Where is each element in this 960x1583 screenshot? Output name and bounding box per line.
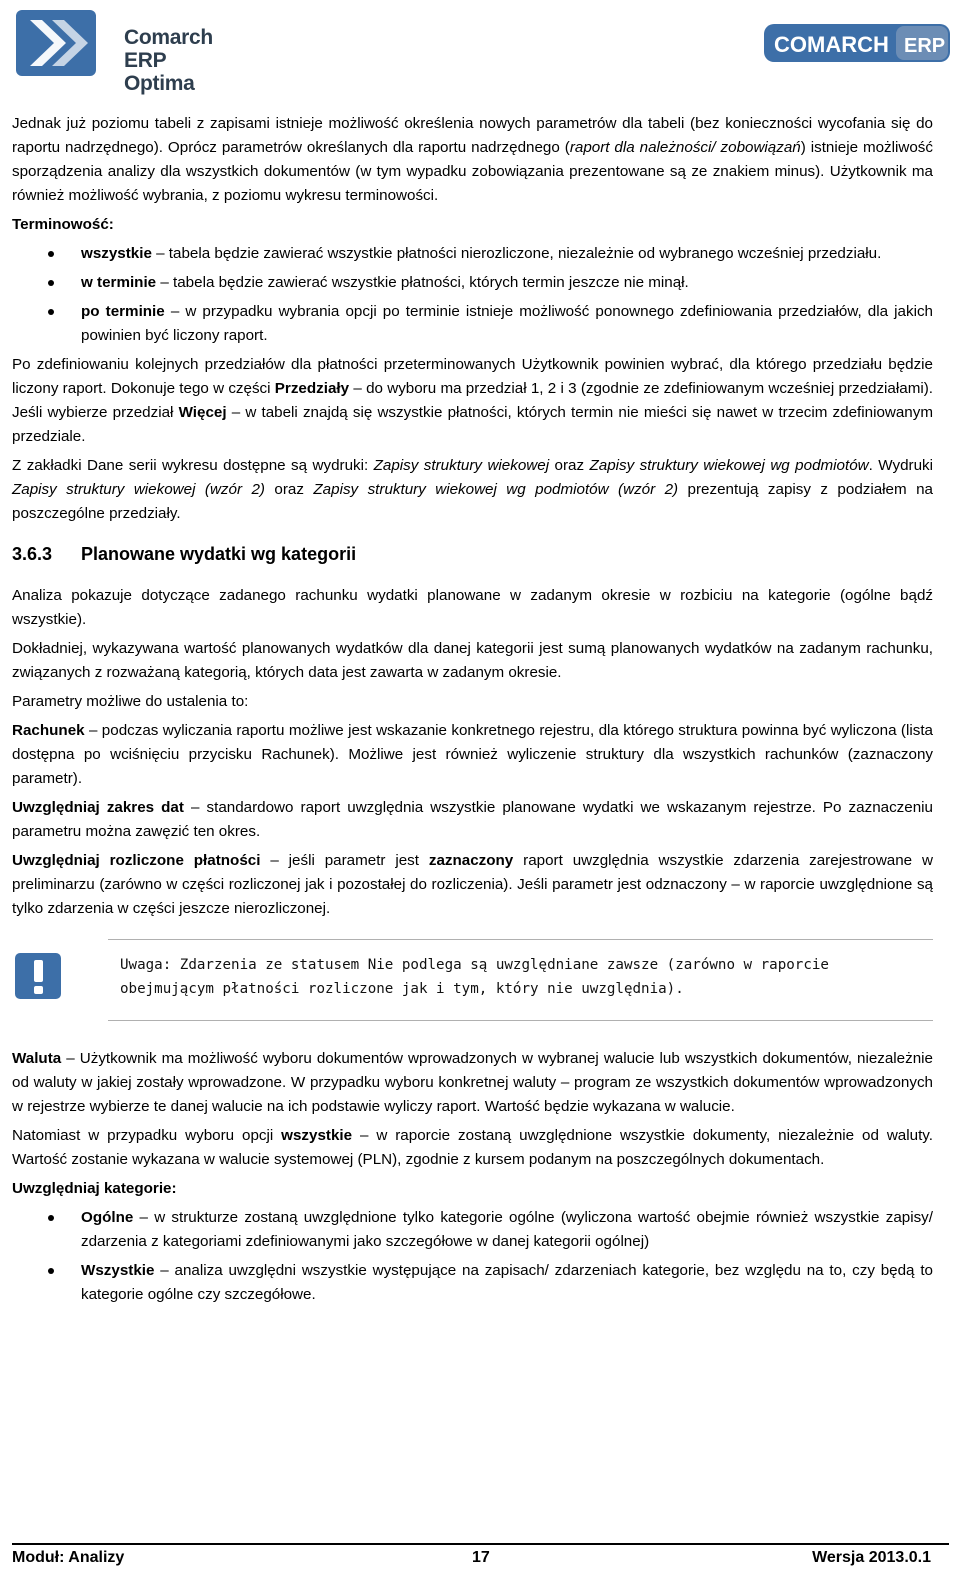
item-text: – w przypadku wybrania opcji po terminie istnieje możliwość ponownego zdefiniowania przedziałów, dla jakich powinien być liczony raport.: [81, 303, 933, 344]
text: – w tabeli znajdą się wszystkie płatności, których termin nie mieści się nawet w trzecim zdefiniowanym przedziale.: [12, 404, 934, 445]
terminowosc-label: Terminowość:: [12, 216, 114, 233]
text: – podczas wyliczania raportu możliwe jest wskazanie konkretnego rejestru, dla którego struktura powinna być wyliczona (lista dostępna po wciśnięciu przycisku Rachunek). Możliwe jest również wyliczenie struktury dla wszystkich rachunków (zaznaczony parametr).: [12, 722, 933, 787]
text-bold: Więcej: [178, 404, 227, 421]
paragraph-rozliczone: [12, 849, 933, 921]
bullet-icon: [48, 1215, 54, 1221]
bullet-icon: [48, 1268, 54, 1274]
kategorie-label: Uwzględniaj kategorie:: [12, 1180, 177, 1197]
item-text: – tabela będzie zawierać wszystkie płatności, których termin jeszcze nie minął.: [156, 274, 689, 291]
bullet-icon: [48, 309, 54, 315]
text-italic: Zapisy struktury wiekowej (wzór 2): [12, 481, 265, 498]
text: Po zdefiniowaniu kolejnych przedziałów dla płatności przeterminowanych Użytkownik powinien wybrać, dla którego przedziału będzie liczony raport. Dokonuje tego w części: [12, 356, 933, 397]
item-term: Wszystkie: [81, 1262, 155, 1279]
paragraph-przedzialy: [12, 353, 933, 449]
text: Natomiast w przypadku wyboru opcji: [12, 1127, 282, 1144]
text: Z zakładki Dane serii wykresu dostępne są wydruki:: [12, 457, 374, 474]
note-text: Uwaga: Zdarzenia ze statusem Nie podlega są uwzględniane zawsze (zarówno w raporcie obejmującym płatności rozliczone jak i tym, który nie uwzględnia).: [120, 957, 829, 997]
text-bold: Rachunek: [12, 722, 85, 739]
exclamation-icon: [14, 952, 62, 1000]
bullet-icon: [48, 251, 54, 257]
text: prezentują zapisy z podziałem na poszczególne przedziały.: [12, 481, 933, 522]
brand-line1: Comarch ERP: [124, 26, 213, 72]
paragraph-wydruki: [12, 454, 933, 526]
text-italic: raport dla należności/ zobowiązań: [569, 139, 801, 156]
optima-logo-icon: [14, 8, 104, 78]
section-title: Planowane wydatki wg kategorii: [81, 544, 357, 564]
text: – do wyboru ma przedział 1, 2 i 3 (zgodnie ze zdefiniowanym wcześniej przedziałami). Jeśli wybierze przedział: [12, 380, 933, 421]
paragraph-analiza: Analiza pokazuje dotyczące zadanego rachunku wydatki planowane w zadanym okresie w rozbiciu na kategorie (ogólne bądź wszystkie).: [12, 587, 933, 628]
item-term: Ogólne: [81, 1209, 134, 1226]
brand-text: [124, 26, 254, 95]
text: ) istnieje możliwość sporządzenia analizy dla wszystkich dokumentów (w tym wypadku zobowiązania prezentowane są ze znakiem minus). Użytkownik ma również możliwość wybrania, z poziomu wykresu terminowości.: [12, 139, 933, 204]
section-heading: [12, 542, 933, 566]
text: – w raporcie zostaną uwzględnione wszystkie dokumenty, niezależnie od waluty. Wartość zostanie wykazana w walucie systemowej (PLN), zgodnie z kursem podanym na poszczególnych dokumentach.: [12, 1127, 933, 1168]
paragraph-natomiast: [12, 1124, 933, 1172]
page-footer: [12, 1543, 949, 1579]
section-number: 3.6.3: [12, 544, 53, 564]
list-item: [12, 1206, 933, 1254]
item-text: – analiza uwzględni wszystkie występujące na zapisach/ zdarzeniach kategorie, bez względu na to, czy będą to kategorie ogólne czy szczegółowe.: [81, 1262, 933, 1303]
text-bold: Przedziały: [274, 380, 350, 397]
footer-page-number: 17: [472, 1549, 490, 1566]
brand-line2: Optima: [124, 72, 195, 95]
text: . Wydruki: [868, 457, 933, 474]
item-term: w terminie: [81, 274, 157, 291]
text-bold: Uwzględniaj zakres dat: [12, 799, 184, 816]
note-box: [12, 939, 933, 1025]
paragraph-parametry: Parametry możliwe do ustalenia to:: [12, 693, 249, 710]
item-text: – tabela będzie zawierać wszystkie płatności nierozliczone, niezależnie od wybranego wcześniej przedziału.: [151, 245, 882, 262]
comarch-erp-optima-logo: [14, 8, 254, 95]
paragraph-intro: [12, 112, 933, 208]
list-item: [12, 242, 933, 266]
text-bold: Uwzględniaj rozliczone płatności: [12, 852, 261, 869]
item-term: po terminie: [81, 303, 165, 320]
text: raport uwzględnia wszystkie zdarzenia zarejestrowane w preliminarzu (zarówno w części rozliczonej jak i pozostałej do rozliczenia). Jeśli parametr jest odznaczony – w raporcie uwzględnione są tylko zdarzenia w części jeszcze nierozliczonej.: [12, 852, 933, 917]
footer-version: Wersja 2013.0.1: [812, 1549, 931, 1566]
list-item: [12, 300, 933, 348]
text-italic: Zapisy struktury wiekowej wg podmiotów (wzór 2): [313, 481, 679, 498]
paragraph-dokladniej: Dokładniej, wykazywana wartość planowanych wydatków dla danej kategorii jest sumą planowanych wydatków na zadanym rachunku, związanych z rozważaną kategorią, których data jest zawarta w zadanym okresie.: [12, 640, 933, 681]
text: Jednak już poziomu tabeli z zapisami istnieje możliwość określenia nowych parametrów dla tabeli (bez konieczności wycofania się do raportu nadrzędnego). Oprócz parametrów określanych dla raportu nadrzędnego (: [12, 115, 933, 156]
list-item: [12, 1259, 933, 1307]
item-term: wszystkie: [81, 245, 152, 262]
terminowosc-list: [12, 242, 933, 348]
list-item: [12, 271, 933, 295]
paragraph-rachunek: [12, 719, 933, 791]
paragraph-zakres-dat: [12, 796, 933, 844]
text: – standardowo raport uwzględnia wszystkie planowane wydatki we wskazanym rejestrze. Po zaznaczeniu parametru można zawęzić ten okres.: [12, 799, 933, 840]
text-italic: Zapisy struktury wiekowej: [373, 457, 550, 474]
bullet-icon: [48, 280, 54, 286]
text: – Użytkownik ma możliwość wyboru dokumentów wprowadzonych w wybranej walucie lub wszystkich dokumentów, niezależnie od waluty w jakiej zostały wprowadzone. W przypadku wyboru konkretnej waluty – program ze wszystkich dokumentów wprowadzonych w rejestrze wybierze te danej walucie na ich podstawie wyliczy raport. Wartość będzie wykazana w walucie.: [12, 1050, 933, 1115]
text-bold: Waluta: [12, 1050, 62, 1067]
comarch-erp-logo-shape: [764, 22, 954, 64]
paragraph-waluta: [12, 1047, 933, 1119]
text: oraz: [264, 481, 314, 498]
document-body: [12, 112, 933, 1312]
text-bold: wszystkie: [281, 1127, 353, 1144]
text: oraz: [549, 457, 590, 474]
right-logo-sub: ERP: [904, 35, 946, 57]
item-text: – w strukturze zostaną uwzględnione tylko kategorie ogólne (wyliczona wartość obejmie również wszystkie zapisy/ zdarzenia z kategoriami zdefiniowanymi jako szczegółowe w danej kategorii ogólnej): [81, 1209, 933, 1250]
comarch-erp-logo: [764, 22, 954, 64]
kategorie-list: [12, 1206, 933, 1307]
right-logo-main: COMARCH: [774, 32, 889, 57]
footer-module: Moduł: Analizy: [12, 1549, 125, 1566]
text: – jeśli parametr jest: [260, 852, 429, 869]
text-bold: zaznaczony: [428, 852, 514, 869]
text-italic: Zapisy struktury wiekowej wg podmiotów: [589, 457, 869, 474]
